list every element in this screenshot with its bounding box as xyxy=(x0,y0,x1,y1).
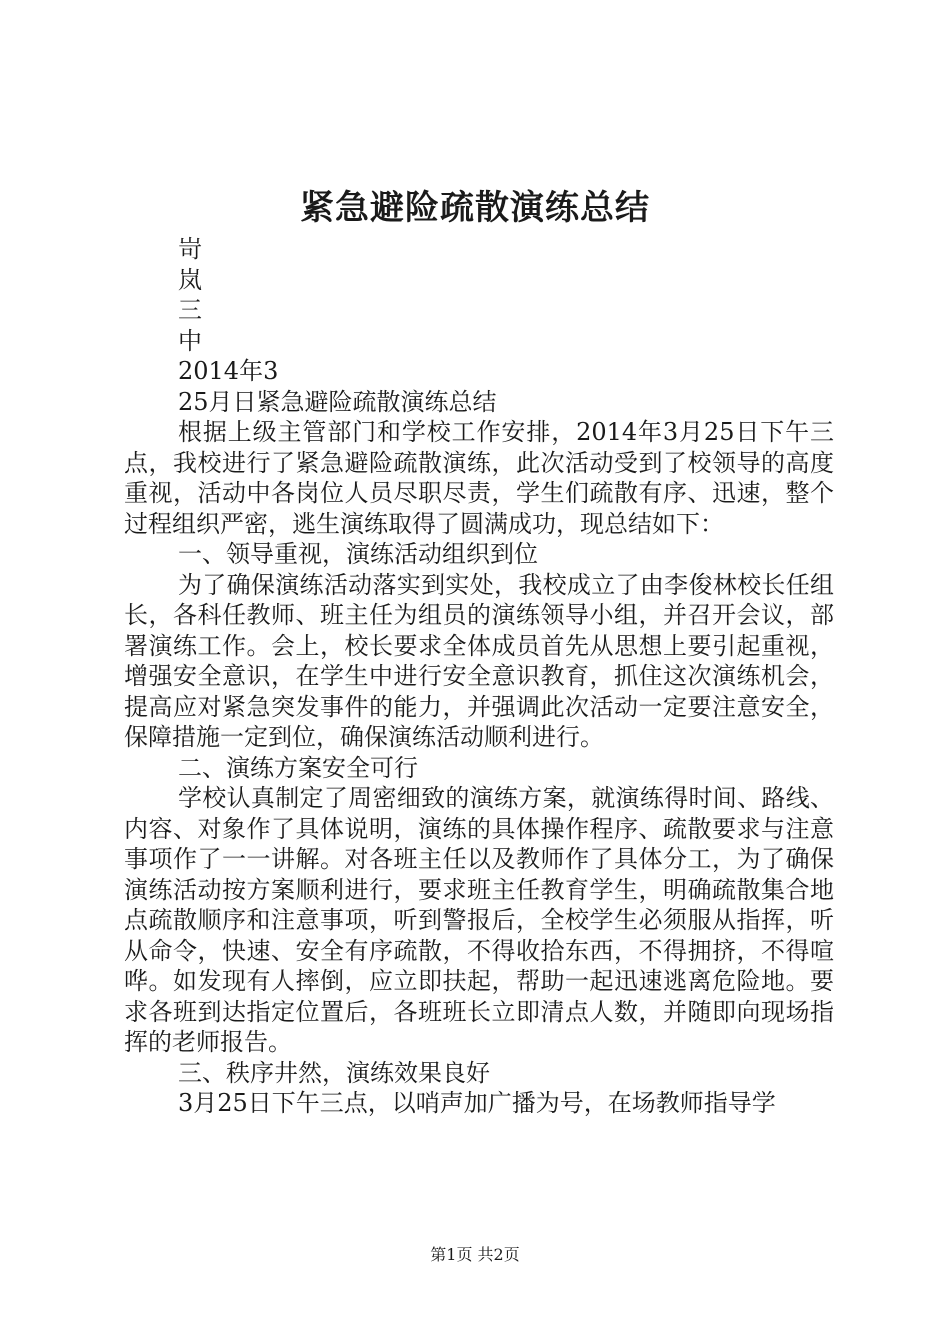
header-line: 中 xyxy=(178,326,202,355)
document-title: 紧急避险疏散演练总结 xyxy=(300,188,650,228)
section-heading-1: 一、领导重视，演练活动组织到位 xyxy=(178,540,538,568)
document-body xyxy=(124,234,834,1119)
page-footer: 第1页 共2页 xyxy=(430,1245,520,1264)
section-paragraph-2: 学校认真制定了周密细致的演练方案，就演练得时间、路线、内容、对象作了具体说明，演练的具体操作程序、疏散要求与注意事项作了一一讲解。对各班主任以及教师作了具体分工，为了确保演练活动按方案顺利进行，要求班主任教育学生，明确疏散集合地点疏散顺序和注意事项，听到警报后，全校学生必须服从指挥，听从命令，快速、安全有序疏散，不得收拾东西，不得拥挤，不得喧哗。如发现有人摔倒，应立即扶起，帮助一起迅速逃离危险地。要求各班到达指定位置后，各班班长立即清点人数，并随即向现场指挥的老师报告。 xyxy=(124,784,834,1056)
section-heading-2: 二、演练方案安全可行 xyxy=(178,753,418,782)
date-line: 2014年3 xyxy=(178,357,279,385)
intro-paragraph: 根据上级主管部门和学校工作安排，2014年3月25日下午三点，我校进行了紧急避险疏散演练，此次活动受到了校领导的高度重视，活动中各岗位人员尽职尽责，学生们疏散有序、迅速，整个过程组织严密，逃生演练取得了圆满成功，现总结如下： xyxy=(124,418,834,538)
section-paragraph-1: 为了确保演练活动落实到实处，我校成立了由李俊林校长任组长，各科任教师、班主任为组员的演练领导小组，并召开会议，部署演练工作。会上，校长要求全体成员首先从思想上要引起重视，增强安全意识，在学生中进行安全意识教育，抓住这次演练机会，提高应对紧急突发事件的能力，并强调此次活动一定要注意安全，保障措施一定到位，确保演练活动顺利进行。 xyxy=(124,570,834,751)
header-line: 岢 xyxy=(178,235,202,263)
header-line: 岚 xyxy=(178,265,202,294)
subtitle-line: 25月日紧急避险疏散演练总结 xyxy=(178,387,497,416)
header-line: 三 xyxy=(178,296,202,324)
section-paragraph-3: 3月25日下午三点，以哨声加广播为号，在场教师指导学 xyxy=(178,1089,776,1117)
section-heading-3: 三、秩序井然，演练效果良好 xyxy=(178,1058,490,1087)
